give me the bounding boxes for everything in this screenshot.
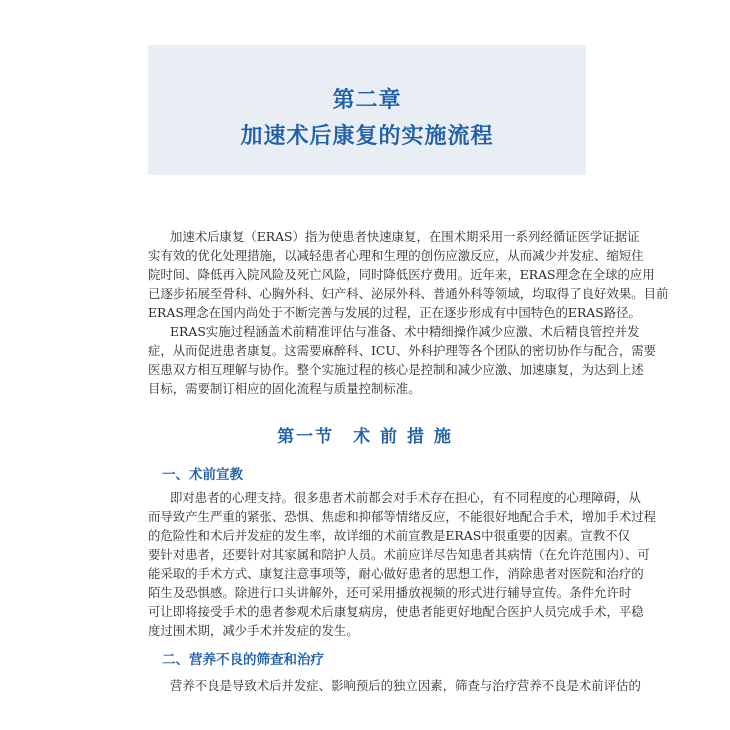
chapter-header: [148, 45, 586, 175]
text-line: ERAS理念在国内尚处于不断完善与发展的过程，正在逐步形成有中国特色的ERAS路径。: [148, 305, 641, 320]
text-line: 可让即将接受手术的患者参观术后康复病房，使患者能更好地配合医护人员完成手术，平稳: [148, 604, 644, 619]
text-line: 营养不良是导致术后并发症、影响预后的独立因素，筛查与治疗营养不良是术前评估的: [170, 678, 641, 693]
subsection-heading-2: 二、营养不良的筛查和治疗: [162, 652, 324, 668]
subsection-heading-1: 一、术前宣教: [162, 467, 243, 483]
text-line: 院时间、降低再入院风险及死亡风险，同时降低医疗费用。近年来，ERAS理念在全球的应用: [148, 267, 655, 282]
text-line: 实有效的优化处理措施，以减轻患者心理和生理的创伤应激反应，从而减少并发症、缩短住: [148, 248, 644, 263]
text-line: 医患双方相互理解与协作。整个实施过程的核心是控制和减少应激、加速康复，为达到上述: [148, 362, 644, 377]
text-line: 能采取的手术方式、康复注意事项等，耐心做好患者的思想工作，消除患者对医院和治疗的: [148, 566, 644, 581]
section-title: 第一节 术 前 措 施: [277, 427, 453, 447]
text-line: 加速术后康复（ERAS）指为使患者快速康复，在围术期采用一系列经循证医学证据证: [170, 229, 640, 244]
text-line: 度过围术期，减少手术并发症的发生。: [148, 623, 359, 638]
text-line: 要针对患者，还要针对其家属和陪护人员。术前应详尽告知患者其病情（在允许范围内）、可: [148, 547, 650, 562]
text-line: ERAS实施过程涵盖术前精准评估与准备、术中精细操作减少应激、术后精良管控并发: [170, 324, 640, 339]
text-line: 目标，需要制订相应的固化流程与质量控制标准。: [148, 381, 421, 396]
text-line: 的危险性和术后并发症的发生率，故详细的术前宣教是ERAS中很重要的因素。宣教不仅: [148, 528, 630, 543]
text-line: 即对患者的心理支持。很多患者术前都会对手术存在担心，有不同程度的心理障碍，从: [170, 490, 641, 505]
text-line: 陌生及恐惧感。除进行口头讲解外，还可采用播放视频的形式进行辅导宣传。条件允许时: [148, 585, 632, 600]
chapter-number: 第二章: [332, 87, 402, 113]
chapter-title: 加速术后康复的实施流程: [240, 123, 494, 149]
text-line: 已逐步拓展至骨科、心胸外科、妇产科、泌尿外科、普通外科等领域，均取得了良好效果。目前: [148, 286, 669, 301]
text-line: 症，从而促进患者康复。这需要麻醉科、ICU、外科护理等各个团队的密切协作与配合，需要: [148, 343, 657, 358]
text-line: 而导致产生严重的紧张、恐惧、焦虑和抑郁等情绪反应，不能很好地配合手术，增加手术过程: [148, 509, 657, 524]
